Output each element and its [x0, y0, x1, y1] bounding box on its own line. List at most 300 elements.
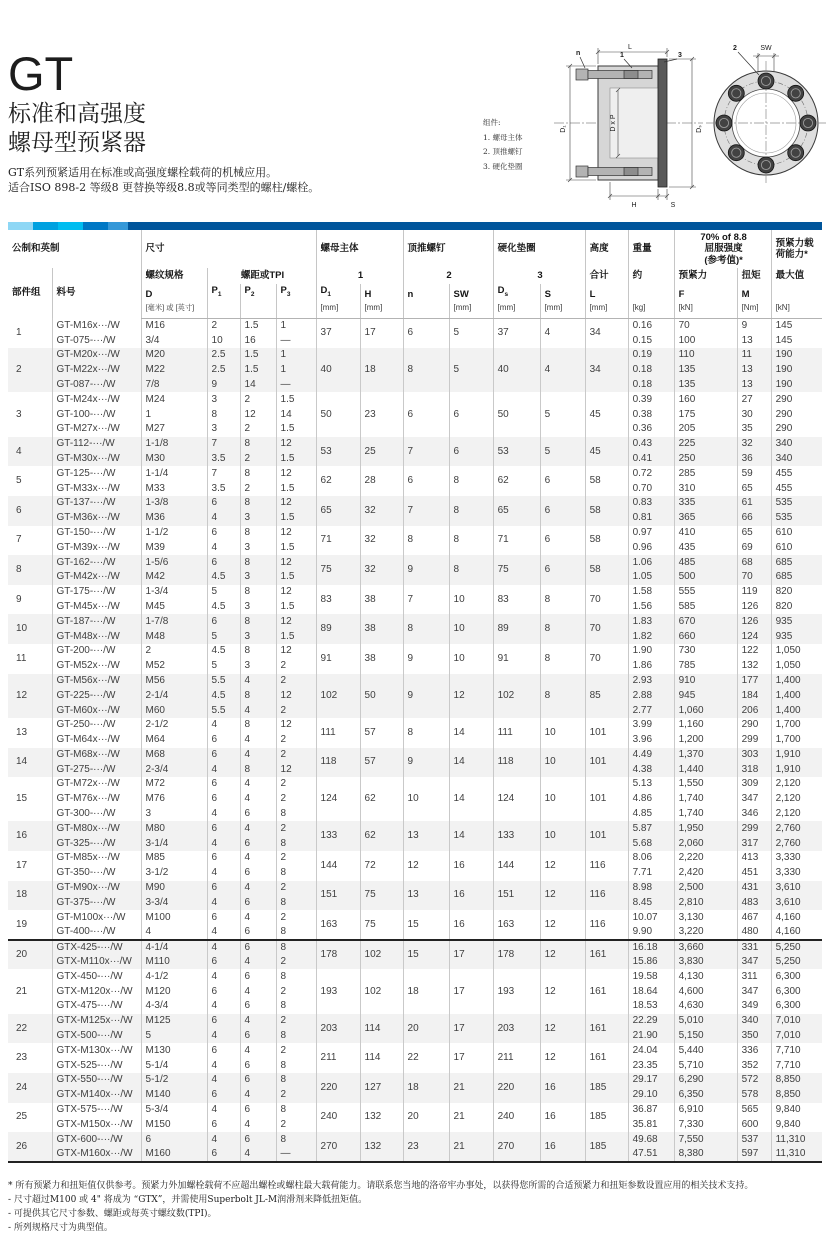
cell-p2: 2 [240, 452, 276, 467]
cell-part: GT-M56x···/W [52, 674, 141, 689]
cell-d1: 270 [316, 1132, 360, 1162]
cell-d: M85 [141, 851, 207, 866]
cell-h: 127 [360, 1073, 403, 1103]
table-row [8, 614, 822, 629]
cell-kg: 4.85 [628, 807, 674, 822]
product-name: GT [8, 47, 74, 100]
cell-m: 317 [737, 836, 771, 851]
cell-kg: 1.58 [628, 585, 674, 600]
cell-cap: 7,710 [771, 1058, 822, 1073]
cell-f: 205 [674, 422, 737, 437]
cell-p1: 6 [207, 748, 240, 763]
cell-p1: 4 [207, 511, 240, 526]
cell-cap: 535 [771, 511, 822, 526]
cell-p1: 2.5 [207, 363, 240, 378]
table-row [8, 644, 822, 659]
cell-kg: 0.43 [628, 437, 674, 452]
cell-s: 12 [540, 851, 585, 881]
cell-kg: 0.81 [628, 511, 674, 526]
cell-p1: 4 [207, 1103, 240, 1118]
table-row [8, 777, 822, 792]
cell-cap: 11,310 [771, 1132, 822, 1147]
cell-p1: 4 [207, 895, 240, 910]
product-description [8, 165, 319, 195]
col-pitch-tpi: 螺距或TPI [207, 268, 316, 284]
component-2-number: 2 [403, 268, 493, 284]
cell-p2: 4 [240, 1043, 276, 1058]
cell-part: GTX-600-···/W [52, 1132, 141, 1147]
legend-item: 3. 硬化垫圈 [483, 161, 523, 171]
cell-m: 537 [737, 1132, 771, 1147]
cell-s: 8 [540, 585, 585, 615]
cell-ds: 151 [493, 881, 540, 911]
cell-cap: 290 [771, 422, 822, 437]
cell-kg: 0.96 [628, 540, 674, 555]
cell-p1: 3.5 [207, 452, 240, 467]
unit-s: [mm] [540, 301, 585, 318]
cell-kg: 21.90 [628, 1029, 674, 1044]
cell-m: 350 [737, 1029, 771, 1044]
cell-l: 116 [585, 851, 628, 881]
legend-item: 2. 顶推螺钉 [483, 147, 523, 156]
cell-l: 70 [585, 585, 628, 615]
cell-p2: 6 [240, 895, 276, 910]
section-capacity: 预紧力载荷能力* [771, 230, 822, 268]
cell-sw: 10 [449, 585, 493, 615]
cell-s: 6 [540, 496, 585, 526]
cell-group: 14 [8, 748, 52, 778]
cell-kg: 29.10 [628, 1088, 674, 1103]
cell-kg: 35.81 [628, 1117, 674, 1132]
col-torque: 扭矩 [737, 268, 771, 284]
cell-p2: 6 [240, 807, 276, 822]
cell-m: 122 [737, 644, 771, 659]
cell-p1: 6 [207, 777, 240, 792]
table-row [8, 748, 822, 763]
cell-cap: 1,400 [771, 674, 822, 689]
cell-cap: 6,300 [771, 999, 822, 1014]
cell-p3: 2 [276, 1043, 316, 1058]
cell-f: 585 [674, 600, 737, 615]
cell-p2: 1.5 [240, 363, 276, 378]
cell-d1: 65 [316, 496, 360, 526]
cell-part: GT-250-···/W [52, 718, 141, 733]
cell-part: GTX-425-···/W [52, 940, 141, 955]
cell-kg: 0.16 [628, 318, 674, 333]
cell-part: GT-075-···/W [52, 333, 141, 348]
table-row [8, 851, 822, 866]
cell-h: 132 [360, 1103, 403, 1133]
cell-cap: 4,160 [771, 910, 822, 925]
description-line-1: GT系列预紧适用在标准或高强度螺栓载荷的机械应用。 [8, 166, 278, 179]
cell-n: 20 [403, 1103, 449, 1133]
cell-p2: 4 [240, 984, 276, 999]
cell-m: 11 [737, 348, 771, 363]
cell-n: 13 [403, 881, 449, 911]
cell-f: 5,710 [674, 1058, 737, 1073]
cell-d: 1-5/6 [141, 555, 207, 570]
cell-p2: 4 [240, 703, 276, 718]
cell-h: 62 [360, 821, 403, 851]
cell-h: 38 [360, 585, 403, 615]
cell-f: 2,220 [674, 851, 737, 866]
cell-ds: 144 [493, 851, 540, 881]
cell-f: 6,910 [674, 1103, 737, 1118]
cell-cap: 1,700 [771, 718, 822, 733]
cell-p3: 8 [276, 969, 316, 984]
cell-part: GTX-M130x···/W [52, 1043, 141, 1058]
cell-s: 12 [540, 940, 585, 970]
cell-s: 4 [540, 318, 585, 348]
cell-n: 15 [403, 910, 449, 940]
cell-l: 161 [585, 940, 628, 970]
cell-part: GT-350-···/W [52, 866, 141, 881]
cell-p2: 6 [240, 836, 276, 851]
cell-part: GT-M45x···/W [52, 600, 141, 615]
table-row [8, 496, 822, 511]
cell-p2: 4 [240, 910, 276, 925]
callout-3: 3 [678, 52, 682, 59]
cell-h: 18 [360, 348, 403, 392]
cell-kg: 18.53 [628, 999, 674, 1014]
cell-d: M80 [141, 821, 207, 836]
table-body [8, 318, 822, 1161]
section-metric-imperial: 公制和英制 [12, 243, 60, 255]
cell-d: M76 [141, 792, 207, 807]
cell-s: 10 [540, 777, 585, 821]
cell-part: GT-400-···/W [52, 925, 141, 940]
cell-d: 4-3/4 [141, 999, 207, 1014]
cell-h: 38 [360, 644, 403, 674]
cell-part: GTX-500-···/W [52, 1029, 141, 1044]
cell-cap: 455 [771, 481, 822, 496]
cell-m: 299 [737, 821, 771, 836]
cell-ds: 89 [493, 614, 540, 644]
cell-m: 35 [737, 422, 771, 437]
cell-p3: 8 [276, 999, 316, 1014]
cell-p2: 4 [240, 1014, 276, 1029]
yield70-line1: 70% of 8.8 [700, 231, 747, 243]
cell-p1: 4 [207, 836, 240, 851]
cell-part: GT-087-···/W [52, 378, 141, 393]
cell-h: 102 [360, 969, 403, 1013]
cell-p2: 6 [240, 969, 276, 984]
cell-ds: 50 [493, 392, 540, 436]
cell-d1: 240 [316, 1103, 360, 1133]
cell-cap: 5,250 [771, 955, 822, 970]
cell-m: 352 [737, 1058, 771, 1073]
cell-kg: 0.72 [628, 466, 674, 481]
accent-bar [8, 222, 822, 230]
cell-p2: 4 [240, 792, 276, 807]
cell-p3: — [276, 1147, 316, 1162]
cell-p3: 8 [276, 807, 316, 822]
cell-h: 23 [360, 392, 403, 436]
cell-m: 311 [737, 969, 771, 984]
cell-part: GT-M76x···/W [52, 792, 141, 807]
cell-s: 5 [540, 392, 585, 436]
cell-f: 310 [674, 481, 737, 496]
cell-p2: 14 [240, 378, 276, 393]
cell-part: GTX-M160x···/W [52, 1147, 141, 1162]
cell-part: GT-187-···/W [52, 614, 141, 629]
cell-f: 110 [674, 348, 737, 363]
cell-s: 12 [540, 1043, 585, 1073]
cell-ds: 124 [493, 777, 540, 821]
cell-p2: 2 [240, 392, 276, 407]
cell-sw: 5 [449, 318, 493, 348]
cell-p3: 12 [276, 614, 316, 629]
unit-f: [kN] [674, 301, 737, 318]
cell-m: 61 [737, 496, 771, 511]
cell-p2: 4 [240, 674, 276, 689]
cell-p3: 1 [276, 318, 316, 333]
accent-bar-segment [108, 222, 128, 230]
cell-m: 309 [737, 777, 771, 792]
cell-part: GT-200-···/W [52, 644, 141, 659]
cell-p1: 4.5 [207, 600, 240, 615]
cell-group: 18 [8, 881, 52, 911]
cell-p3: — [276, 333, 316, 348]
sym-sw: SW [449, 284, 493, 301]
cell-d1: 151 [316, 881, 360, 911]
cell-p1: 5.5 [207, 674, 240, 689]
cell-p1: 4 [207, 1073, 240, 1088]
cell-p1: 6 [207, 881, 240, 896]
cell-m: 13 [737, 363, 771, 378]
cell-d: 6 [141, 1132, 207, 1147]
cell-f: 3,660 [674, 940, 737, 955]
cell-kg: 19.58 [628, 969, 674, 984]
cell-p3: 1.5 [276, 392, 316, 407]
cell-l: 58 [585, 496, 628, 526]
cell-h: 57 [360, 748, 403, 778]
cell-p2: 6 [240, 1132, 276, 1147]
cell-h: 57 [360, 718, 403, 748]
cell-cap: 6,300 [771, 969, 822, 984]
sym-n: n [403, 284, 449, 301]
sym-s: S [540, 284, 585, 301]
cell-m: 349 [737, 999, 771, 1014]
cell-p1: 7 [207, 466, 240, 481]
cell-n: 15 [403, 940, 449, 970]
cell-f: 285 [674, 466, 737, 481]
cell-s: 12 [540, 910, 585, 940]
cell-m: 346 [737, 807, 771, 822]
cell-kg: 0.83 [628, 496, 674, 511]
cell-p3: 12 [276, 466, 316, 481]
cell-kg: 15.86 [628, 955, 674, 970]
cell-n: 9 [403, 674, 449, 718]
cell-cap: 1,700 [771, 733, 822, 748]
cell-p1: 5.5 [207, 703, 240, 718]
cell-l: 101 [585, 777, 628, 821]
cell-l: 58 [585, 555, 628, 585]
cell-h: 132 [360, 1132, 403, 1162]
cell-f: 1,200 [674, 733, 737, 748]
cell-ds: 53 [493, 437, 540, 467]
cell-p2: 6 [240, 1029, 276, 1044]
cell-ds: 118 [493, 748, 540, 778]
cell-l: 161 [585, 1043, 628, 1073]
cell-n: 8 [403, 718, 449, 748]
cell-d: 3-3/4 [141, 895, 207, 910]
cell-d: 1-3/8 [141, 496, 207, 511]
cell-f: 160 [674, 392, 737, 407]
cell-d: 2-1/2 [141, 718, 207, 733]
cell-m: 206 [737, 703, 771, 718]
cell-kg: 0.38 [628, 407, 674, 422]
cell-d: 5 [141, 1029, 207, 1044]
cell-p1: 6 [207, 1014, 240, 1029]
cell-p1: 4 [207, 940, 240, 955]
cell-p2: 3 [240, 600, 276, 615]
cell-p1: 4 [207, 718, 240, 733]
cell-n: 6 [403, 318, 449, 348]
yield70-line3: (参考值)* [704, 254, 743, 266]
cell-n: 8 [403, 348, 449, 392]
cell-d1: 62 [316, 466, 360, 496]
cell-p3: 2 [276, 984, 316, 999]
cell-cap: 1,400 [771, 703, 822, 718]
cell-part: GT-M22x···/W [52, 363, 141, 378]
cell-l: 70 [585, 644, 628, 674]
unit-h: [mm] [360, 301, 403, 318]
dim-label-l: L [628, 44, 632, 51]
cell-d: 5-1/4 [141, 1058, 207, 1073]
cell-group: 21 [16, 985, 28, 997]
cell-part: GT-M52x···/W [52, 659, 141, 674]
cell-d1: 133 [316, 821, 360, 851]
cell-d: M130 [141, 1043, 207, 1058]
cell-l: 185 [585, 1103, 628, 1133]
cell-d: 1-1/2 [141, 526, 207, 541]
sym-kg-blank [628, 284, 674, 301]
cell-d: M68 [141, 748, 207, 763]
cell-p2: 4 [240, 748, 276, 763]
cell-cap: 8,850 [771, 1088, 822, 1103]
component-legend [483, 116, 523, 174]
cell-p2: 6 [240, 925, 276, 940]
component-1-number: 1 [316, 268, 403, 284]
cell-d1: 102 [316, 674, 360, 718]
cell-d: M56 [141, 674, 207, 689]
cell-part: GTX-575-···/W [52, 1103, 141, 1118]
cell-kg: 2.77 [628, 703, 674, 718]
cell-kg: 22.29 [628, 1014, 674, 1029]
cell-part: GT-M33x···/W [52, 481, 141, 496]
cell-kg: 0.18 [628, 378, 674, 393]
cell-p1: 4 [207, 999, 240, 1014]
cell-p1: 6 [207, 821, 240, 836]
cell-n: 23 [403, 1132, 449, 1162]
legend-title: 组件: [483, 118, 501, 127]
cell-kg: 4.38 [628, 762, 674, 777]
cell-h: 25 [360, 437, 403, 467]
cell-f: 5,150 [674, 1029, 737, 1044]
cell-kg: 49.68 [628, 1132, 674, 1147]
cell-p3: 8 [276, 836, 316, 851]
cell-n: 9 [403, 748, 449, 778]
cell-sw: 17 [449, 969, 493, 1013]
cell-f: 135 [674, 363, 737, 378]
cell-f: 135 [674, 378, 737, 393]
unit-m: [Nm] [737, 301, 771, 318]
cell-d1: 71 [316, 526, 360, 556]
cell-p1: 6 [207, 733, 240, 748]
cell-kg: 18.64 [628, 984, 674, 999]
footnote: - 可提供其它尺寸参数、螺距或每英寸螺纹数(TPI)。 [8, 1208, 217, 1219]
callout-1: 1 [620, 52, 624, 59]
cell-n: 7 [403, 437, 449, 467]
dim-label-ds: Dₛ [696, 125, 703, 133]
cell-d: 4-1/4 [141, 940, 207, 955]
cell-h: 28 [360, 466, 403, 496]
cell-p1: 6 [207, 1088, 240, 1103]
subtitle-line-1: 标准和高强度 [8, 100, 146, 126]
cell-kg: 7.71 [628, 866, 674, 881]
section-dimensions: 尺寸 [141, 230, 316, 268]
cell-p3: 12 [276, 688, 316, 703]
cell-group: 10 [8, 614, 52, 644]
cell-m: 119 [737, 585, 771, 600]
cell-f: 945 [674, 688, 737, 703]
cell-d1: 83 [316, 585, 360, 615]
cell-p3: 12 [276, 555, 316, 570]
cell-d1: 53 [316, 437, 360, 467]
cell-p2: 2 [240, 481, 276, 496]
cell-h: 50 [360, 674, 403, 718]
cell-cap: 3,610 [771, 895, 822, 910]
cell-d: 3-1/4 [141, 836, 207, 851]
cell-kg: 16.18 [628, 940, 674, 955]
cell-cap: 820 [771, 600, 822, 615]
cell-m: 578 [737, 1088, 771, 1103]
cell-d: M100 [141, 910, 207, 925]
cell-kg: 3.96 [628, 733, 674, 748]
cell-p2: 16 [240, 333, 276, 348]
cell-f: 660 [674, 629, 737, 644]
cell-l: 70 [585, 614, 628, 644]
cell-cap: 2,120 [771, 792, 822, 807]
cell-ds: 111 [493, 718, 540, 748]
cell-n: 20 [403, 1014, 449, 1044]
sym-p2: $P_2$ [240, 284, 276, 301]
cell-p2: 3 [240, 659, 276, 674]
cell-l: 101 [585, 821, 628, 851]
sym-d1: $D_1$ [316, 284, 360, 301]
dim-label-h: H [631, 202, 637, 209]
table-row [8, 821, 822, 836]
cell-sw: 6 [449, 437, 493, 467]
cell-l: 45 [585, 392, 628, 436]
cell-f: 1,550 [674, 777, 737, 792]
table-row [8, 881, 822, 896]
cell-sw: 16 [449, 910, 493, 940]
cell-p3: 8 [276, 925, 316, 940]
cell-p3: 14 [276, 407, 316, 422]
cell-ds: 71 [493, 526, 540, 556]
cell-f: 4,630 [674, 999, 737, 1014]
cell-p3: 12 [276, 526, 316, 541]
cell-ds: 270 [493, 1132, 540, 1162]
cell-sw: 8 [449, 466, 493, 496]
cell-p1: 6 [207, 910, 240, 925]
cell-m: 290 [737, 718, 771, 733]
cell-f: 1,060 [674, 703, 737, 718]
cell-s: 10 [540, 821, 585, 851]
cell-p3: 2 [276, 792, 316, 807]
